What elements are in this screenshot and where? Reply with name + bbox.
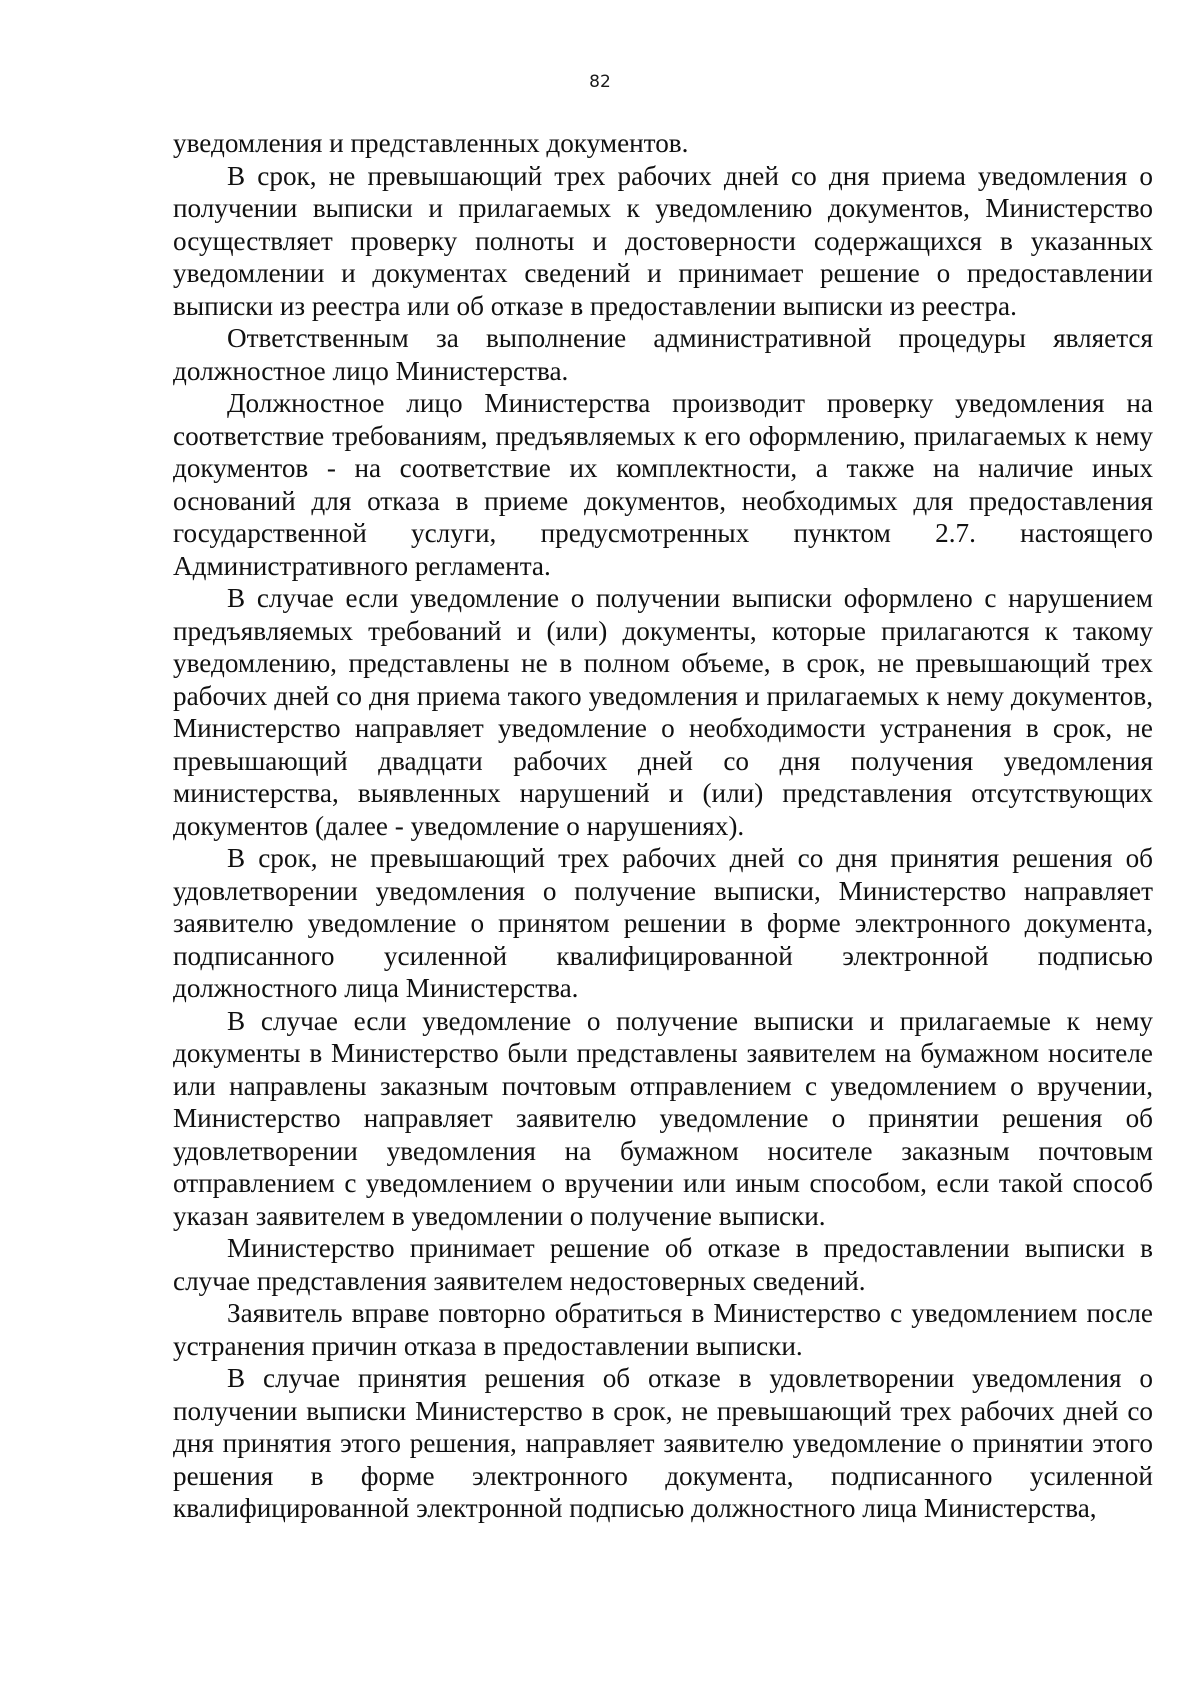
paragraph-approval-notice: В срок, не превышающий трех рабочих дней со дня принятия решения об удовлетворении уведомления о получение выписки, Министерство направляет заявителю уведомление о принятом решении в форме электронного документа, подписанного усиленной квалифицированной электронной подписью должностного лица Министерства. [173,843,1153,1003]
paragraph-violations-notice: В случае если уведомление о получении выписки оформлено с нарушением предъявляемых требований и (или) документы, которые прилагаются к такому уведомлению, представлены не в полном объеме, в срок, не превышающий трех рабочих дней со дня приема такого уведомления и прилагаемых к нему документов, Министерство направляет уведомление о необходимости устранения в срок, не превышающий двадцати рабочих дней со дня получения уведомления министерства, выявленных нарушений и (или) представления отсутствующих документов (далее - уведомление о нарушениях). [173,583,1153,841]
paragraph-review-deadline: В срок, не превышающий трех рабочих дней со дня приема уведомления о получении выписки и прилагаемых к уведомлению документов, Министерство осуществляет проверку полноты и достоверности содержащихся в указанных уведомлении и документах сведений и принимает решение о предоставлении выписки из реестра или об отказе в предоставлении выписки из реестра. [173,160,1153,321]
paragraph-reapplication: Заявитель вправе повторно обратиться в Министерство с уведомлением после устранения причин отказа в предоставлении выписки. [173,1298,1153,1361]
paragraph-paper-submission: В случае если уведомление о получение выписки и прилагаемые к нему документы в Министерство были представлены заявителем на бумажном носителе или направлены заказным почтовым отправлением с уведомлением о вручении, Министерство направляет заявителю уведомление о принятии решения об удовлетворении уведомления на бумажном носителе заказным почтовым отправлением с уведомлением о вручении или иным способом, если такой способ указан заявителем в уведомлении о получение выписки. [173,1005,1153,1231]
paragraph-continuation: уведомления и представленных документов. [173,128,689,158]
paragraph-official-check: Должностное лицо Министерства производит проверку уведомления на соответствие требованиям, предъявляемых к его оформлению, прилагаемых к нему документов - на соответствие их комплектности, а также на наличие иных оснований для отказа в приеме документов, необходимых для предоставления государственной услуги, предусмотренных пунктом 2.7. настоящего Административного регламента. [173,388,1153,581]
paragraph-responsible-official: Ответственным за выполнение административной процедуры является должностное лицо Министерства. [173,323,1153,386]
paragraph-refusal-grounds: Министерство принимает решение об отказе в предоставлении выписки в случае представления заявителем недостоверных сведений. [173,1233,1153,1296]
page-number: 82 [589,72,611,92]
document-body [173,127,1153,1525]
paragraph-refusal-notice: В случае принятия решения об отказе в удовлетворении уведомления о получении выписки Министерство в срок, не превышающий трех рабочих дней со дня принятия этого решения, направляет заявителю уведомление о принятии этого решения в форме электронного документа, подписанного усиленной квалифицированной электронной подписью должностного лица Министерства, [173,1363,1153,1523]
